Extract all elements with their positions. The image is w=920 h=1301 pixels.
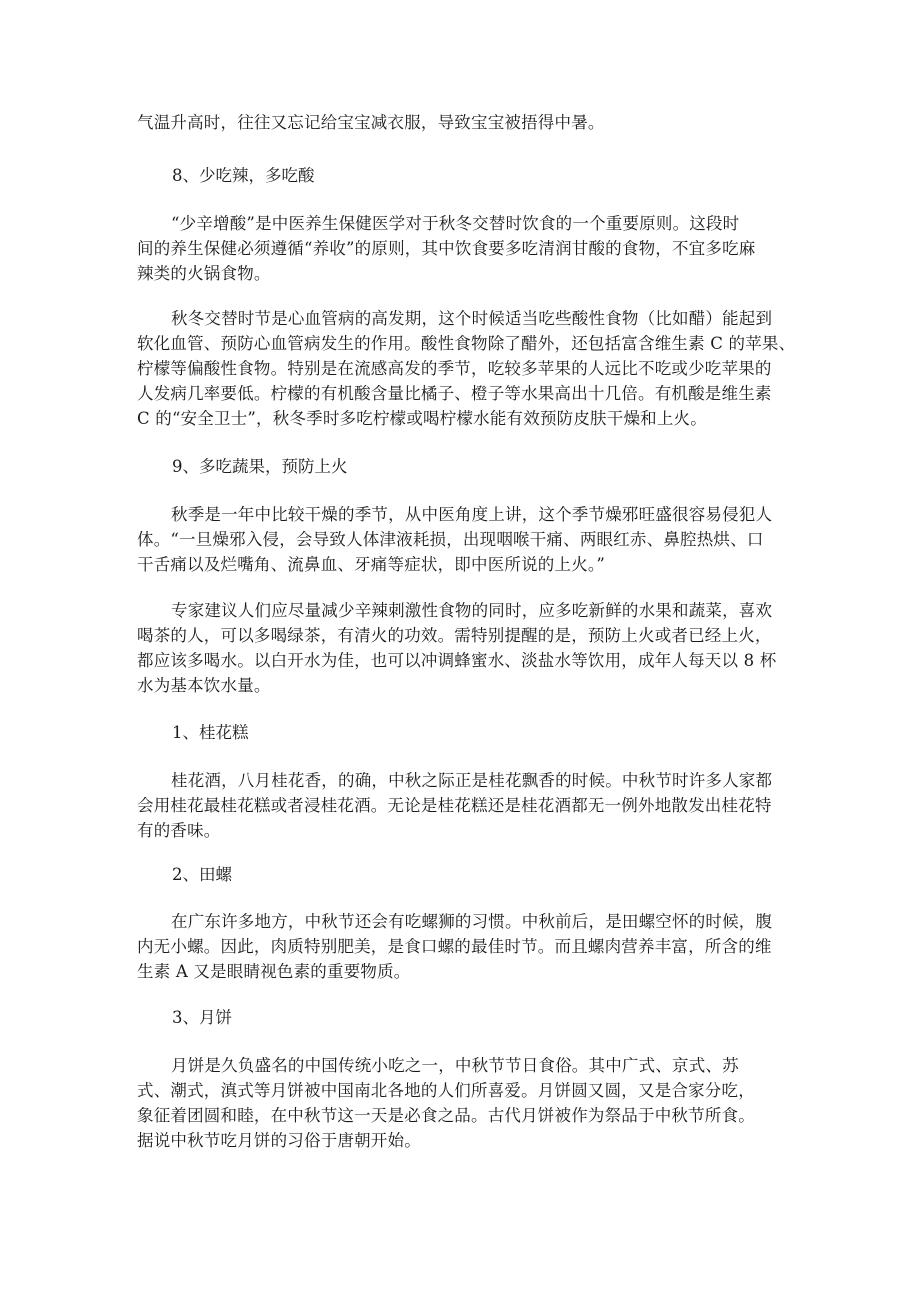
text-line: C 的“安全卫士”，秋冬季时多吃柠檬或喝柠檬水能有效预防皮肤干燥和上火。 <box>137 409 707 428</box>
text-line: 水为基本饮水量。 <box>137 676 271 695</box>
heading-fruits-vegetables: 9、多吃蔬果，预防上火 <box>172 457 348 476</box>
text-line: 生素 A 又是眼睛视色素的重要物质。 <box>137 962 411 981</box>
text-line: 气温升高时，往往又忘记给宝宝减衣服，导致宝宝被捂得中暑。 <box>137 113 605 132</box>
text-line: 桂花酒，八月桂花香，的确，中秋之际正是桂花飘香的时候。中秋节时许多人家都 <box>171 771 773 790</box>
text-line: 秋冬交替时节是心血管病的高发期，这个时候适当吃些酸性食物（比如醋）能起到 <box>171 309 773 328</box>
text-line: 都应该多喝水。以白开水为佳，也可以冲调蜂蜜水、淡盐水等饮用，成年人每天以 8 杯 <box>137 651 777 670</box>
text-line: 人发病几率要低。柠檬的有机酸含量比橘子、橙子等水果高出十几倍。有机酸是维生素 <box>137 384 772 403</box>
heading-osmanthus-cake: 1、桂花糕 <box>172 723 249 742</box>
text-line: 秋季是一年中比较干燥的季节，从中医角度上讲，这个季节燥邪旺盛很容易侵犯人 <box>171 505 773 524</box>
paragraph-dry-season <box>137 502 787 577</box>
paragraph-sour-foods <box>137 306 796 431</box>
text-line: 据说中秋节吃月饼的习俗于唐朝开始。 <box>137 1131 421 1150</box>
text-line: 有的香味。 <box>137 821 221 840</box>
text-line: 喝茶的人，可以多喝绿茶，有清火的功效。需特别提醒的是，预防上火或者已经上火， <box>137 626 772 645</box>
text-line: 在广东许多地方，中秋节还会有吃螺狮的习惯。中秋前后，是田螺空怀的时候，腹 <box>171 912 773 931</box>
text-line: 内无小螺。因此，肉质特别肥美，是食口螺的最佳时节。而且螺肉营养丰富，所含的维 <box>137 937 772 956</box>
text-line: 辣类的火锅食物。 <box>137 264 271 283</box>
paragraph-mooncake <box>137 1053 787 1153</box>
paragraph-heatstroke-end <box>137 110 787 135</box>
text-line: 体。“一旦燥邪入侵，会导致人体津液耗损，出现咽喉干痛、两眼红赤、鼻腔热烘、口 <box>137 530 764 549</box>
text-line: 间的养生保健必须遵循“养收”的原则，其中饮食要多吃清润甘酸的食物，不宜多吃麻 <box>137 239 756 258</box>
paragraph-osmanthus <box>137 768 787 843</box>
paragraph-river-snail <box>137 909 787 984</box>
heading-mooncake: 3、月饼 <box>172 1008 232 1027</box>
text-line: 专家建议人们应尽量减少辛辣刺激性食物的同时，应多吃新鲜的水果和蔬菜，喜欢 <box>171 601 773 620</box>
paragraph-expert-advice <box>137 598 787 698</box>
heading-river-snail: 2、田螺 <box>172 865 232 884</box>
text-line: “少辛增酸”是中医养生保健医学对于秋冬交替时饮食的一个重要原则。这段时 <box>171 214 740 233</box>
text-line: 式、潮式，滇式等月饼被中国南北各地的人们所喜爱。月饼圆又圆，又是合家分吃， <box>137 1081 755 1100</box>
heading-less-spicy-more-sour: 8、少吃辣，多吃酸 <box>172 166 315 185</box>
text-line: 柠檬等偏酸性食物。特别是在流感高发的季节，吃较多苹果的人远比不吃或少吃苹果的 <box>137 359 772 378</box>
text-line: 软化血管、预防心血管病发生的作用。酸性食物除了醋外，还包括富含维生素 C 的苹果、 <box>137 334 796 353</box>
text-line: 象征着团圆和睦，在中秋节这一天是必食之品。古代月饼被作为祭品于中秋节所食。 <box>137 1106 755 1125</box>
text-line: 会用桂花最桂花糕或者浸桂花酒。无论是桂花糕还是桂花酒都无一例外地散发出桂花特 <box>137 796 772 815</box>
paragraph-principle <box>137 211 787 286</box>
text-line: 干舌痛以及烂嘴角、流鼻血、牙痛等症状，即中医所说的上火。” <box>137 555 605 574</box>
text-line: 月饼是久负盛名的中国传统小吃之一，中秋节节日食俗。其中广式、京式、苏 <box>171 1056 739 1075</box>
